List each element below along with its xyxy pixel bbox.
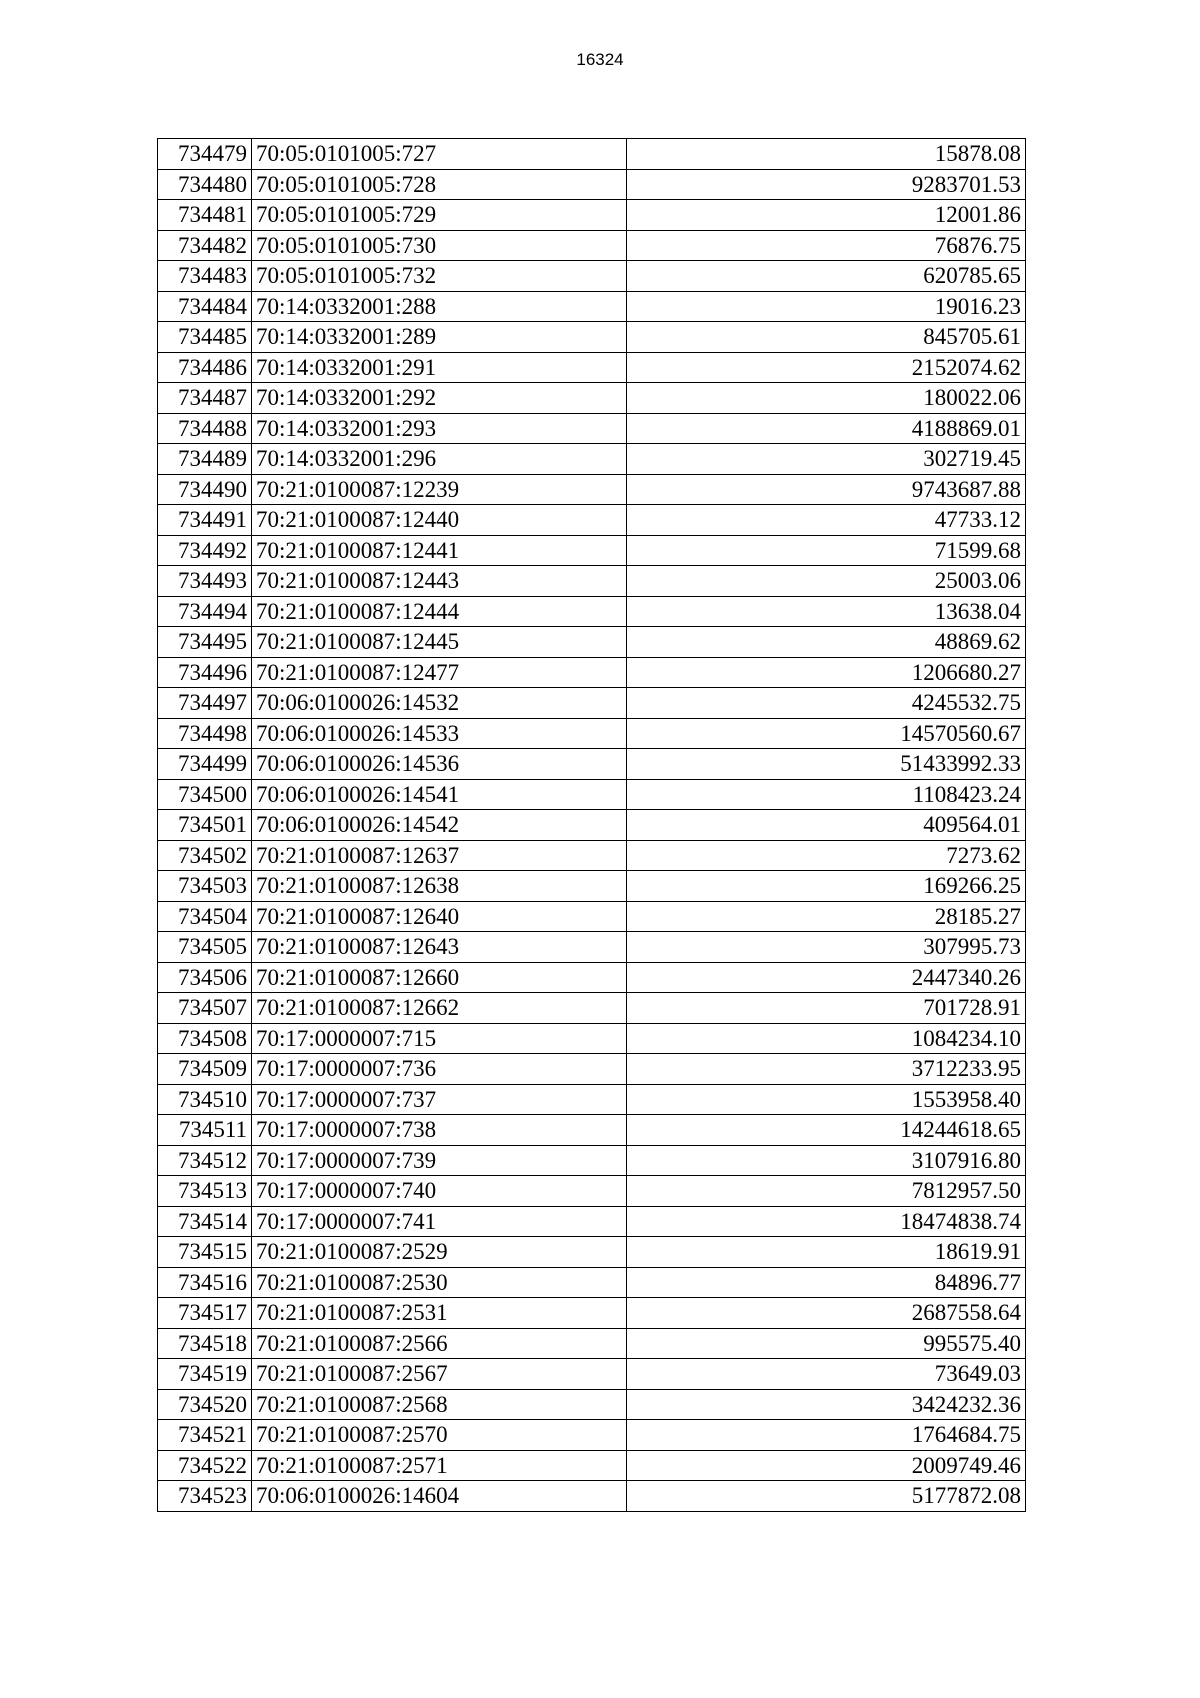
cadastral-number-cell: 70:21:0100087:12440: [252, 505, 627, 536]
value-cell: 5177872.08: [627, 1481, 1026, 1512]
row-number-cell: 734494: [158, 596, 252, 627]
table-row: [158, 962, 1026, 993]
row-number-cell: 734516: [158, 1267, 252, 1298]
table-row: [158, 352, 1026, 383]
cadastral-number-cell: 70:05:0101005:728: [252, 169, 627, 200]
table-row: [158, 627, 1026, 658]
row-number-cell: 734481: [158, 200, 252, 231]
row-number-cell: 734509: [158, 1054, 252, 1085]
table-row: [158, 1054, 1026, 1085]
row-number-cell: 734498: [158, 718, 252, 749]
table-row: [158, 230, 1026, 261]
value-cell: 2687558.64: [627, 1298, 1026, 1329]
row-number-cell: 734508: [158, 1023, 252, 1054]
value-cell: 4188869.01: [627, 413, 1026, 444]
cadastral-number-cell: 70:17:0000007:740: [252, 1176, 627, 1207]
value-cell: 995575.40: [627, 1328, 1026, 1359]
row-number-cell: 734482: [158, 230, 252, 261]
value-cell: 13638.04: [627, 596, 1026, 627]
cadastral-number-cell: 70:21:0100087:2571: [252, 1450, 627, 1481]
value-cell: 3107916.80: [627, 1145, 1026, 1176]
cadastral-number-cell: 70:06:0100026:14541: [252, 779, 627, 810]
row-number-cell: 734497: [158, 688, 252, 719]
table-row: [158, 688, 1026, 719]
registry-table-body: [158, 139, 1026, 1512]
value-cell: 7273.62: [627, 840, 1026, 871]
cadastral-number-cell: 70:14:0332001:293: [252, 413, 627, 444]
cadastral-number-cell: 70:21:0100087:12441: [252, 535, 627, 566]
table-row: [158, 566, 1026, 597]
row-number-cell: 734492: [158, 535, 252, 566]
row-number-cell: 734488: [158, 413, 252, 444]
value-cell: 84896.77: [627, 1267, 1026, 1298]
page-number: 16324: [576, 50, 624, 69]
row-number-cell: 734503: [158, 871, 252, 902]
table-row: [158, 1084, 1026, 1115]
table-row: [158, 1450, 1026, 1481]
cadastral-number-cell: 70:21:0100087:2531: [252, 1298, 627, 1329]
cadastral-number-cell: 70:17:0000007:737: [252, 1084, 627, 1115]
value-cell: 15878.08: [627, 139, 1026, 170]
table-row: [158, 596, 1026, 627]
value-cell: 71599.68: [627, 535, 1026, 566]
cadastral-number-cell: 70:21:0100087:12640: [252, 901, 627, 932]
cadastral-number-cell: 70:14:0332001:296: [252, 444, 627, 475]
cadastral-number-cell: 70:05:0101005:729: [252, 200, 627, 231]
table-row: [158, 1237, 1026, 1268]
table-row: [158, 810, 1026, 841]
table-row: [158, 1328, 1026, 1359]
row-number-cell: 734501: [158, 810, 252, 841]
row-number-cell: 734502: [158, 840, 252, 871]
cadastral-number-cell: 70:17:0000007:741: [252, 1206, 627, 1237]
table-row: [158, 1481, 1026, 1512]
cadastral-number-cell: 70:17:0000007:738: [252, 1115, 627, 1146]
cadastral-number-cell: 70:21:0100087:12637: [252, 840, 627, 871]
table-row: [158, 1023, 1026, 1054]
cadastral-number-cell: 70:21:0100087:12477: [252, 657, 627, 688]
row-number-cell: 734504: [158, 901, 252, 932]
cadastral-number-cell: 70:21:0100087:12239: [252, 474, 627, 505]
value-cell: 19016.23: [627, 291, 1026, 322]
row-number-cell: 734495: [158, 627, 252, 658]
value-cell: 7812957.50: [627, 1176, 1026, 1207]
value-cell: 701728.91: [627, 993, 1026, 1024]
value-cell: 2447340.26: [627, 962, 1026, 993]
row-number-cell: 734491: [158, 505, 252, 536]
table-row: [158, 1420, 1026, 1451]
row-number-cell: 734505: [158, 932, 252, 963]
table-row: [158, 169, 1026, 200]
cadastral-number-cell: 70:06:0100026:14604: [252, 1481, 627, 1512]
row-number-cell: 734518: [158, 1328, 252, 1359]
table-row: [158, 657, 1026, 688]
row-number-cell: 734511: [158, 1115, 252, 1146]
value-cell: 169266.25: [627, 871, 1026, 902]
value-cell: 180022.06: [627, 383, 1026, 414]
cadastral-number-cell: 70:05:0101005:732: [252, 261, 627, 292]
value-cell: 47733.12: [627, 505, 1026, 536]
cadastral-number-cell: 70:05:0101005:727: [252, 139, 627, 170]
value-cell: 845705.61: [627, 322, 1026, 353]
value-cell: 620785.65: [627, 261, 1026, 292]
value-cell: 4245532.75: [627, 688, 1026, 719]
cadastral-number-cell: 70:17:0000007:715: [252, 1023, 627, 1054]
value-cell: 302719.45: [627, 444, 1026, 475]
table-row: [158, 993, 1026, 1024]
table-row: [158, 535, 1026, 566]
table-row: [158, 474, 1026, 505]
value-cell: 307995.73: [627, 932, 1026, 963]
table-row: [158, 261, 1026, 292]
table-row: [158, 901, 1026, 932]
table-row: [158, 871, 1026, 902]
value-cell: 2009749.46: [627, 1450, 1026, 1481]
cadastral-number-cell: 70:14:0332001:292: [252, 383, 627, 414]
table-row: [158, 718, 1026, 749]
row-number-cell: 734507: [158, 993, 252, 1024]
table-row: [158, 932, 1026, 963]
row-number-cell: 734519: [158, 1359, 252, 1390]
cadastral-number-cell: 70:21:0100087:12643: [252, 932, 627, 963]
table-row: [158, 200, 1026, 231]
row-number-cell: 734485: [158, 322, 252, 353]
table-row: [158, 291, 1026, 322]
cadastral-number-cell: 70:21:0100087:12660: [252, 962, 627, 993]
row-number-cell: 734514: [158, 1206, 252, 1237]
table-row: [158, 444, 1026, 475]
row-number-cell: 734515: [158, 1237, 252, 1268]
row-number-cell: 734484: [158, 291, 252, 322]
cadastral-number-cell: 70:06:0100026:14542: [252, 810, 627, 841]
table-row: [158, 1176, 1026, 1207]
table-row: [158, 1267, 1026, 1298]
value-cell: 73649.03: [627, 1359, 1026, 1390]
table-row: [158, 749, 1026, 780]
table-row: [158, 505, 1026, 536]
value-cell: 3712233.95: [627, 1054, 1026, 1085]
value-cell: 51433992.33: [627, 749, 1026, 780]
cadastral-number-cell: 70:14:0332001:291: [252, 352, 627, 383]
value-cell: 1206680.27: [627, 657, 1026, 688]
value-cell: 409564.01: [627, 810, 1026, 841]
row-number-cell: 734480: [158, 169, 252, 200]
cadastral-number-cell: 70:06:0100026:14533: [252, 718, 627, 749]
row-number-cell: 734520: [158, 1389, 252, 1420]
cadastral-number-cell: 70:06:0100026:14536: [252, 749, 627, 780]
value-cell: 9743687.88: [627, 474, 1026, 505]
row-number-cell: 734490: [158, 474, 252, 505]
value-cell: 14244618.65: [627, 1115, 1026, 1146]
value-cell: 28185.27: [627, 901, 1026, 932]
value-cell: 1764684.75: [627, 1420, 1026, 1451]
cadastral-number-cell: 70:21:0100087:2567: [252, 1359, 627, 1390]
row-number-cell: 734522: [158, 1450, 252, 1481]
row-number-cell: 734489: [158, 444, 252, 475]
cadastral-number-cell: 70:21:0100087:12445: [252, 627, 627, 658]
cadastral-number-cell: 70:06:0100026:14532: [252, 688, 627, 719]
cadastral-number-cell: 70:21:0100087:12444: [252, 596, 627, 627]
table-row: [158, 1115, 1026, 1146]
cadastral-number-cell: 70:14:0332001:289: [252, 322, 627, 353]
row-number-cell: 734479: [158, 139, 252, 170]
table-row: [158, 840, 1026, 871]
row-number-cell: 734487: [158, 383, 252, 414]
row-number-cell: 734510: [158, 1084, 252, 1115]
value-cell: 1553958.40: [627, 1084, 1026, 1115]
cadastral-number-cell: 70:14:0332001:288: [252, 291, 627, 322]
table-row: [158, 383, 1026, 414]
row-number-cell: 734506: [158, 962, 252, 993]
cadastral-number-cell: 70:21:0100087:12662: [252, 993, 627, 1024]
table-row: [158, 779, 1026, 810]
cadastral-number-cell: 70:21:0100087:2529: [252, 1237, 627, 1268]
cadastral-number-cell: 70:21:0100087:2530: [252, 1267, 627, 1298]
row-number-cell: 734523: [158, 1481, 252, 1512]
cadastral-number-cell: 70:17:0000007:739: [252, 1145, 627, 1176]
cadastral-number-cell: 70:21:0100087:2568: [252, 1389, 627, 1420]
table-row: [158, 1145, 1026, 1176]
table-row: [158, 1359, 1026, 1390]
value-cell: 18619.91: [627, 1237, 1026, 1268]
value-cell: 25003.06: [627, 566, 1026, 597]
row-number-cell: 734500: [158, 779, 252, 810]
registry-table: [157, 138, 1026, 1512]
cadastral-number-cell: 70:17:0000007:736: [252, 1054, 627, 1085]
table-row: [158, 1298, 1026, 1329]
cadastral-number-cell: 70:21:0100087:2570: [252, 1420, 627, 1451]
table-row: [158, 139, 1026, 170]
row-number-cell: 734483: [158, 261, 252, 292]
table-row: [158, 1206, 1026, 1237]
cadastral-number-cell: 70:05:0101005:730: [252, 230, 627, 261]
row-number-cell: 734512: [158, 1145, 252, 1176]
value-cell: 12001.86: [627, 200, 1026, 231]
table-row: [158, 413, 1026, 444]
row-number-cell: 734521: [158, 1420, 252, 1451]
row-number-cell: 734499: [158, 749, 252, 780]
row-number-cell: 734517: [158, 1298, 252, 1329]
value-cell: 9283701.53: [627, 169, 1026, 200]
table-row: [158, 1389, 1026, 1420]
value-cell: 3424232.36: [627, 1389, 1026, 1420]
cadastral-number-cell: 70:21:0100087:12443: [252, 566, 627, 597]
value-cell: 1084234.10: [627, 1023, 1026, 1054]
table-row: [158, 322, 1026, 353]
row-number-cell: 734493: [158, 566, 252, 597]
row-number-cell: 734496: [158, 657, 252, 688]
row-number-cell: 734513: [158, 1176, 252, 1207]
value-cell: 76876.75: [627, 230, 1026, 261]
row-number-cell: 734486: [158, 352, 252, 383]
cadastral-number-cell: 70:21:0100087:2566: [252, 1328, 627, 1359]
value-cell: 2152074.62: [627, 352, 1026, 383]
value-cell: 18474838.74: [627, 1206, 1026, 1237]
value-cell: 48869.62: [627, 627, 1026, 658]
value-cell: 1108423.24: [627, 779, 1026, 810]
cadastral-number-cell: 70:21:0100087:12638: [252, 871, 627, 902]
value-cell: 14570560.67: [627, 718, 1026, 749]
